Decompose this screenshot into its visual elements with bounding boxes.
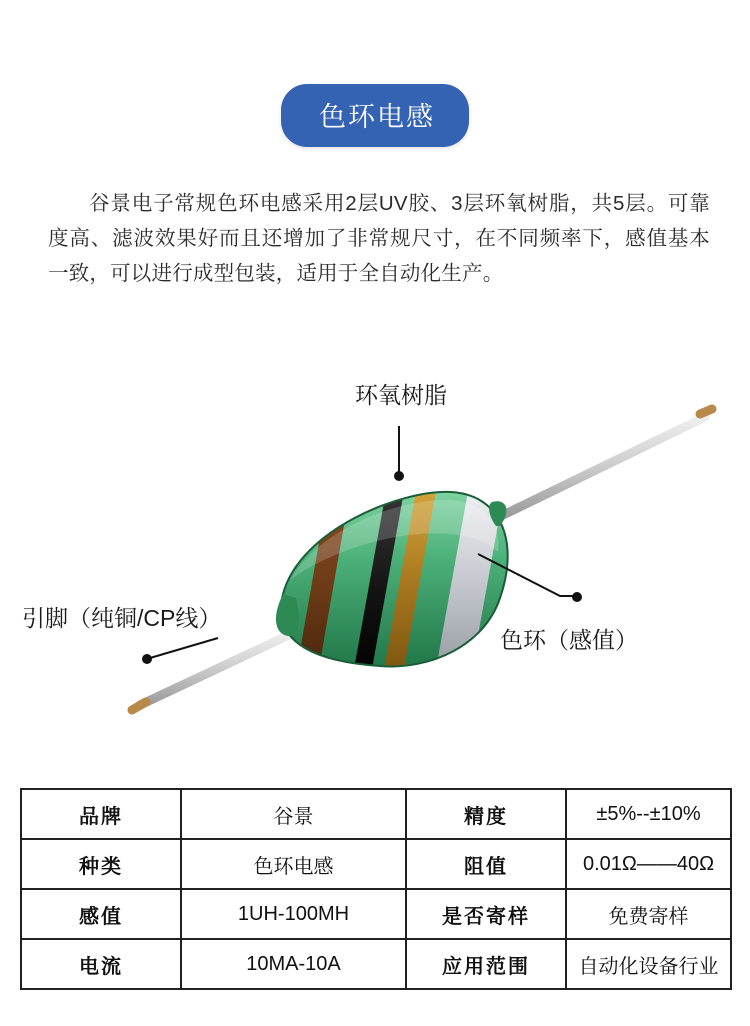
spec-table: [20, 788, 732, 990]
spec-key: 应用范围: [406, 939, 566, 989]
label-lead: 引脚（纯铜/CP线）: [22, 605, 222, 631]
intro-paragraph: 谷景电子常规色环电感采用2层UV胶、3层环氧树脂，共5层。可靠度高、滤波效果好而且还增加了非常规尺寸，在不同频率下，感值基本一致，可以进行成型包装，适用于全自动化生产。: [48, 192, 710, 285]
spec-key: 电流: [21, 939, 181, 989]
spec-key: 阻值: [406, 839, 566, 889]
page-title-container: [0, 84, 750, 147]
spec-value: 0.01Ω——40Ω: [566, 839, 731, 889]
spec-key: 是否寄样: [406, 889, 566, 939]
product-illustration: [0, 340, 750, 760]
table-row: [21, 889, 731, 939]
spec-value: 1UH-100MH: [181, 889, 406, 939]
table-row: [21, 789, 731, 839]
spec-value: 自动化设备行业: [566, 939, 731, 989]
label-epoxy: 环氧树脂: [355, 382, 447, 408]
page-title: 色环电感: [281, 84, 469, 147]
spec-key: 精度: [406, 789, 566, 839]
spec-value: 谷景: [181, 789, 406, 839]
spec-value: ±5%--±10%: [566, 789, 731, 839]
spec-value: 10MA-10A: [181, 939, 406, 989]
table-row: [21, 939, 731, 989]
spec-value: 色环电感: [181, 839, 406, 889]
label-color-ring: 色环（感值）: [500, 627, 638, 653]
inductor-body: [276, 480, 508, 685]
spec-key: 种类: [21, 839, 181, 889]
spec-key: 感值: [21, 889, 181, 939]
spec-value: 免费寄样: [566, 889, 731, 939]
table-row: [21, 839, 731, 889]
spec-key: 品牌: [21, 789, 181, 839]
